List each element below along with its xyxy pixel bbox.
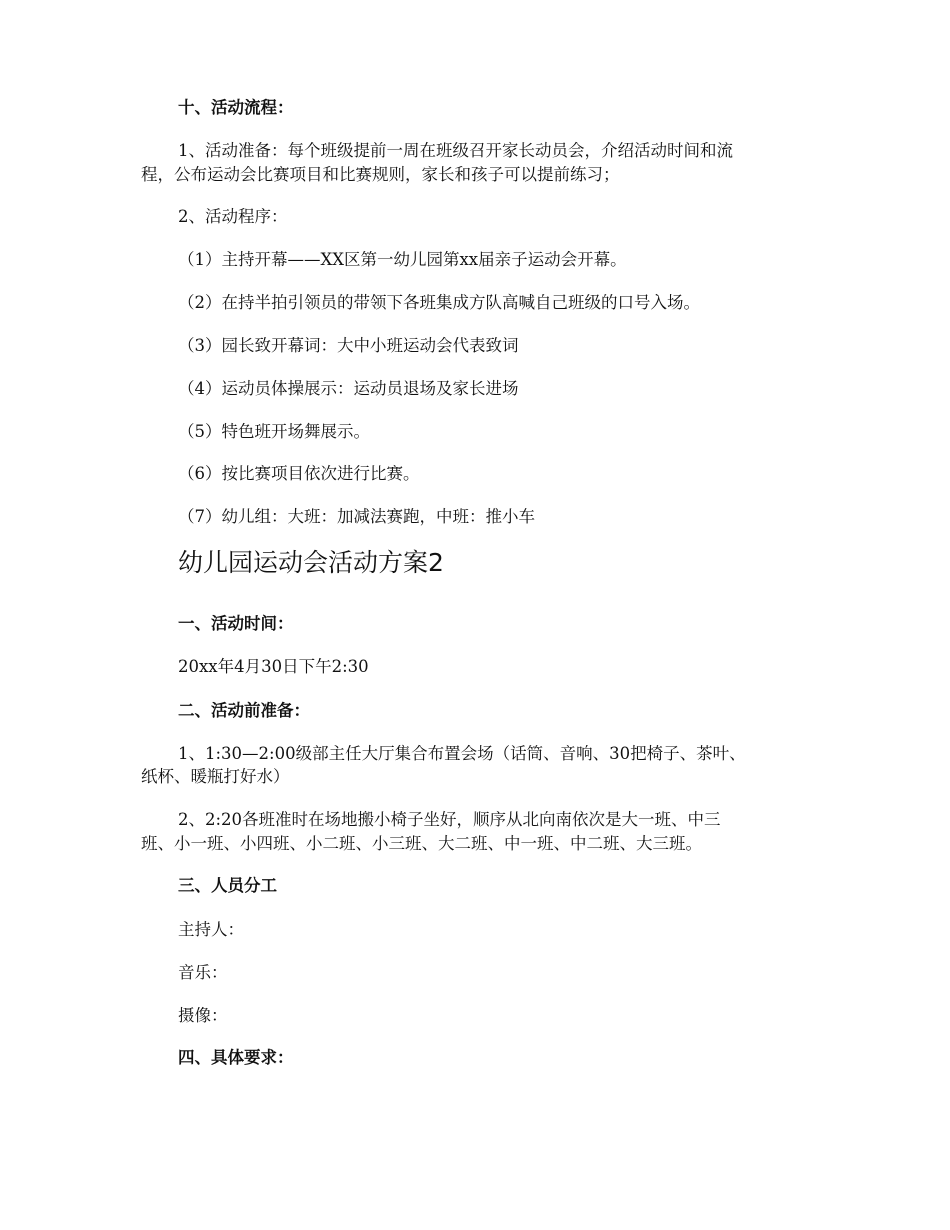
document-title: 幼儿园运动会活动方案2	[178, 548, 444, 577]
paragraph-preparation-line-1: 1、活动准备：每个班级提前一周在班级召开家长动员会，介绍活动时间和流	[178, 141, 733, 160]
prep-item-2-line-1: 2、2:20各班准时在场地搬小椅子坐好，顺序从北向南依次是大一班、中三	[178, 810, 721, 829]
section-heading-process: 十、活动流程：	[178, 98, 294, 117]
staff-host: 主持人：	[178, 920, 244, 939]
program-item-6: （6）按比赛项目依次进行比赛。	[178, 464, 420, 483]
program-item-1: （1）主持开幕——XX区第一幼儿园第xx届亲子运动会开幕。	[178, 250, 627, 269]
section-heading-preparation: 二、活动前准备：	[178, 701, 310, 720]
staff-camera: 摄像：	[178, 1006, 228, 1025]
program-item-7: （7）幼儿组：大班：加减法赛跑，中班：推小车	[178, 507, 535, 526]
staff-music: 音乐：	[178, 963, 228, 982]
program-item-2: （2）在持半拍引领员的带领下各班集成方队高喊自己班级的口号入场。	[178, 293, 700, 312]
section-heading-requirements: 四、具体要求：	[178, 1048, 294, 1067]
section-heading-staff: 三、人员分工	[178, 876, 277, 895]
paragraph-preparation-line-2: 程，公布运动会比赛项目和比赛规则，家长和孩子可以提前练习；	[141, 165, 620, 184]
prep-item-1-line-1: 1、1:30—2:00级部主任大厅集合布置会场（话筒、音响、30把椅子、茶叶、	[178, 744, 746, 763]
prep-item-1-line-2: 纸杯、暖瓶打好水）	[141, 767, 290, 786]
program-item-4: （4）运动员体操展示：运动员退场及家长进场	[178, 379, 519, 398]
section-heading-time: 一、活动时间：	[178, 614, 294, 633]
program-item-3: （3）园长致开幕词：大中小班运动会代表致词	[178, 336, 519, 355]
activity-time: 20xx年4月30日下午2:30	[178, 657, 369, 676]
paragraph-program: 2、活动程序：	[178, 207, 288, 226]
program-item-5: （5）特色班开场舞展示。	[178, 422, 370, 441]
prep-item-2-line-2: 班、小一班、小四班、小二班、小三班、大二班、中一班、中二班、大三班。	[141, 834, 702, 853]
